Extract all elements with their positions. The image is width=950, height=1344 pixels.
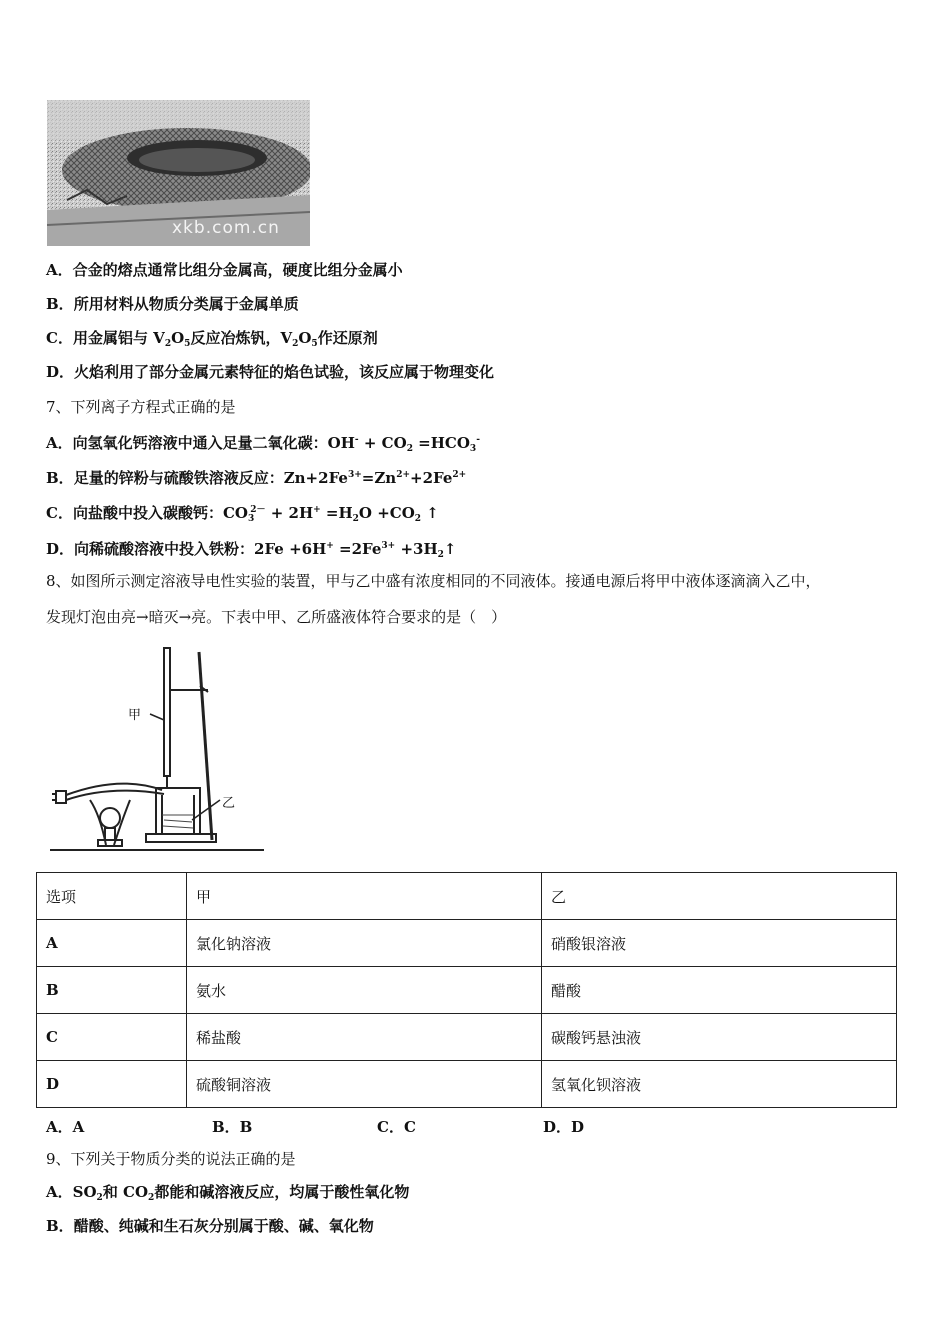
- q8-choice-a: A．A: [46, 1118, 85, 1136]
- table-row: [37, 1014, 897, 1061]
- q6-option-c: C．用金属铝与 $V_2O_5$反应冶炼钒，$V_2O_5$作还原剂: [46, 329, 378, 349]
- q9-option-b: B．醋酸、纯碱和生石灰分别属于酸、碱、氧化物: [46, 1217, 374, 1235]
- table-cell: 醋酸: [542, 967, 897, 1014]
- q7-option-b: B．足量的锌粉与硫酸铁溶液反应：$Zn+2Fe^{3+}=Zn^{2+}+2Fe^{2+}$: [46, 469, 467, 487]
- q8-choice-b: B．B: [212, 1118, 253, 1136]
- figure-label-jia: 甲: [128, 708, 142, 723]
- table-row: [37, 920, 897, 967]
- table-cell: 稀盐酸: [187, 1014, 542, 1061]
- q9-stem: 9、下列关于物质分类的说法正确的是: [46, 1150, 296, 1168]
- q7-stem: 7、下列离子方程式正确的是: [46, 398, 236, 416]
- q6-option-b: B．所用材料从物质分类属于金属单质: [46, 295, 299, 313]
- table-header-row: [37, 873, 897, 920]
- q8-stem-line1: 8、如图所示测定溶液导电性实验的装置，甲与乙中盛有浓度相同的不同液体。接通电源后将甲中液体逐滴滴入乙中，: [46, 572, 821, 590]
- q7-option-c: C．向盐酸中投入碳酸钙：$CO_3^{2-} + 2H^+ =H_2O +CO_2$ ↑: [46, 504, 439, 524]
- table-cell: 硝酸银溶液: [542, 920, 897, 967]
- table-cell: D: [37, 1061, 187, 1108]
- conductivity-apparatus-figure: [50, 640, 270, 855]
- table-cell: A: [37, 920, 187, 967]
- table-row: [37, 1061, 897, 1108]
- table-cell: 氯化钠溶液: [187, 920, 542, 967]
- table-cell: C: [37, 1014, 187, 1061]
- q8-stem-line2: 发现灯泡由亮→暗灭→亮。下表中甲、乙所盛液体符合要求的是（ ）: [46, 608, 507, 626]
- stadium-photo: [47, 100, 310, 246]
- table-cell: 硫酸铜溶液: [187, 1061, 542, 1108]
- apparatus-drawing: [50, 640, 270, 855]
- figure-label-yi: 乙: [222, 796, 236, 811]
- table-row: [37, 967, 897, 1014]
- table-cell: 氢氧化钡溶液: [542, 1061, 897, 1108]
- q8-options-table: [36, 872, 897, 1108]
- table-cell: 碳酸钙悬浊液: [542, 1014, 897, 1061]
- q8-choice-c: C．C: [377, 1118, 416, 1136]
- q6-option-d: D．火焰利用了部分金属元素特征的焰色试验，该反应属于物理变化: [46, 363, 495, 381]
- table-cell: B: [37, 967, 187, 1014]
- table-cell: 氨水: [187, 967, 542, 1014]
- table-header-cell: 乙: [542, 873, 897, 920]
- q7-option-a: A．向氢氧化钙溶液中通入足量二氧化碳：$OH^- + CO_2 =HCO_3^-$: [46, 434, 480, 454]
- watermark-text: xkb.com.cn: [172, 218, 280, 238]
- q6-option-a: A．合金的熔点通常比组分金属高，硬度比组分金属小: [46, 261, 403, 279]
- q9-option-a: A．$SO_2$和 $CO_2$都能和碱溶液反应，均属于酸性氧化物: [46, 1183, 410, 1203]
- table-header-cell: 选项: [37, 873, 187, 920]
- q8-choice-d: D．D: [543, 1118, 585, 1136]
- table-header-cell: 甲: [187, 873, 542, 920]
- q7-option-d: D．向稀硫酸溶液中投入铁粉：$2Fe +6H^+ =2Fe^{3+}$ $+3H_2↑$: [46, 540, 457, 560]
